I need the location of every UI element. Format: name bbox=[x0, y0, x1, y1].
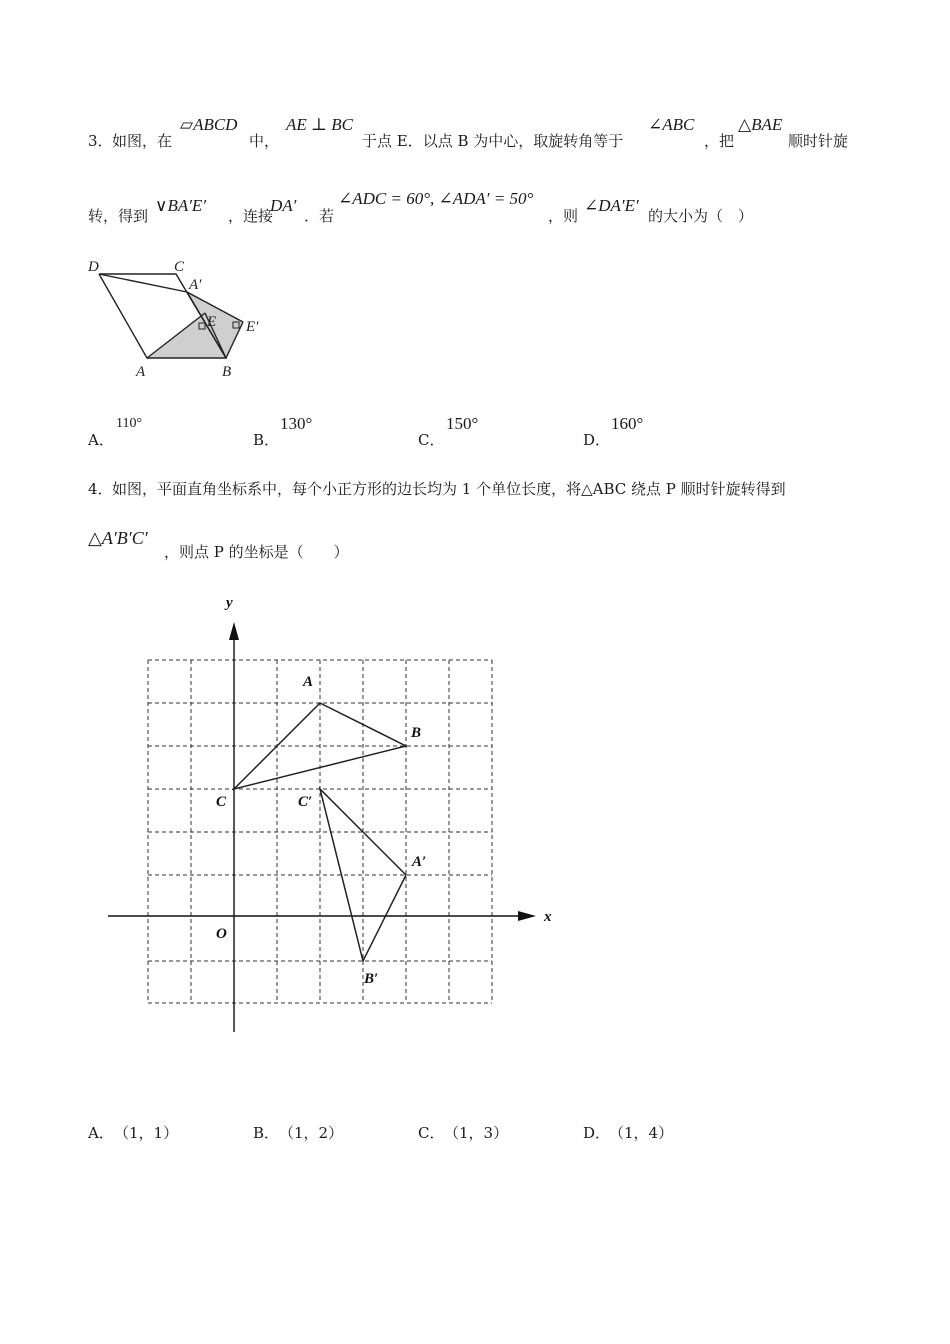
q3-option-a-value[interactable]: 110° bbox=[116, 416, 143, 431]
q4-number: 4． bbox=[88, 480, 113, 498]
q4-option-a-value[interactable]: （1，1） bbox=[114, 1124, 179, 1142]
q4-math-triangle: △A′B′C′ bbox=[88, 528, 148, 548]
q3-option-c-value[interactable]: 150° bbox=[446, 414, 479, 433]
q3-option-c-letter[interactable]: C． bbox=[418, 431, 445, 449]
q3-segment-da1 bbox=[99, 274, 187, 292]
q3-math-da: DA′ bbox=[270, 196, 297, 215]
q4-label-origin: O bbox=[216, 926, 227, 942]
q3-text-5: 顺时针旋 bbox=[788, 132, 849, 150]
q4-dashed-grid bbox=[148, 660, 492, 1003]
q4-option-a-letter[interactable]: A． bbox=[88, 1124, 114, 1142]
q3-math-condition: ∠ADC = 60°, ∠ADA′ = 50° bbox=[338, 189, 534, 208]
q4-option-b-value[interactable]: （1，2） bbox=[279, 1124, 344, 1142]
q3-option-b-letter[interactable]: B． bbox=[253, 431, 280, 449]
q4-option-c-letter[interactable]: C． bbox=[418, 1124, 445, 1142]
q4-text-2: ，则点 P 的坐标是（ ） bbox=[164, 543, 349, 561]
q3-label-a: A bbox=[136, 364, 146, 380]
q4-label-y: y bbox=[226, 595, 233, 611]
q4-text-1: 如图，平面直角坐标系中，每个小正方形的边长均为 1 个单位长度，将△ABC 绕点 P 顺时针旋转得到 bbox=[112, 480, 786, 498]
q4-option-d-letter[interactable]: D． bbox=[583, 1124, 611, 1142]
q3-figure bbox=[84, 252, 284, 384]
q4-x-axis-arrow bbox=[518, 911, 536, 921]
q3-math-triangle-bae: △BAE bbox=[738, 115, 783, 134]
q4-label-x: x bbox=[544, 909, 552, 925]
q3-math-triangle-image: ∨BA′E′ bbox=[155, 196, 207, 215]
q4-label-a: A bbox=[303, 674, 314, 690]
q4-option-c-value[interactable]: （1，3） bbox=[444, 1124, 509, 1142]
q3-option-d-letter[interactable]: D． bbox=[583, 431, 611, 449]
q4-option-b-letter[interactable]: B． bbox=[253, 1124, 280, 1142]
q3-text-6: 转，得到 bbox=[88, 207, 149, 225]
q3-label-c: C bbox=[174, 259, 185, 275]
q3-text-3: 于点 E．以点 B 为中心，取旋转角等于 bbox=[362, 132, 624, 150]
q3-label-e-prime: E′ bbox=[246, 319, 259, 335]
q3-label-a-prime: A′ bbox=[189, 277, 202, 293]
q3-text-2: 中， bbox=[249, 132, 280, 150]
q4-y-axis-arrow bbox=[229, 622, 239, 640]
q3-option-d-value[interactable]: 160° bbox=[611, 414, 644, 433]
q3-text-8: ．若 bbox=[304, 207, 335, 225]
q3-math-angle-dae: ∠DA′E′ bbox=[584, 196, 639, 215]
q3-label-d: D bbox=[88, 259, 99, 275]
q3-label-e: E bbox=[207, 314, 217, 330]
q4-option-d-value[interactable]: （1，4） bbox=[609, 1124, 674, 1142]
q3-math-parallelogram: ▱ABCD bbox=[180, 115, 238, 134]
q4-label-b: B bbox=[411, 725, 422, 741]
q3-text-7: ，连接 bbox=[228, 207, 274, 225]
q3-text-9: ，则 bbox=[548, 207, 579, 225]
q4-figure bbox=[100, 585, 570, 1040]
q4-label-c: C bbox=[216, 794, 227, 810]
q3-math-perpendicular: AE ⊥ BC bbox=[286, 115, 353, 134]
q3-text-1: 如图，在 bbox=[112, 132, 173, 150]
q3-number: 3． bbox=[88, 132, 113, 150]
q4-label-b-prime: B′ bbox=[364, 971, 379, 987]
q3-math-angle-abc: ∠ABC bbox=[648, 115, 695, 134]
q3-option-a-letter[interactable]: A． bbox=[88, 431, 114, 449]
q4-label-a-prime: A′ bbox=[412, 854, 427, 870]
q3-text-4: ，把 bbox=[704, 132, 735, 150]
q3-option-b-value[interactable]: 130° bbox=[280, 414, 313, 433]
q4-label-c-prime: C′ bbox=[298, 794, 313, 810]
q3-text-10: 的大小为（ ） bbox=[648, 207, 754, 225]
q3-label-b: B bbox=[222, 364, 232, 380]
